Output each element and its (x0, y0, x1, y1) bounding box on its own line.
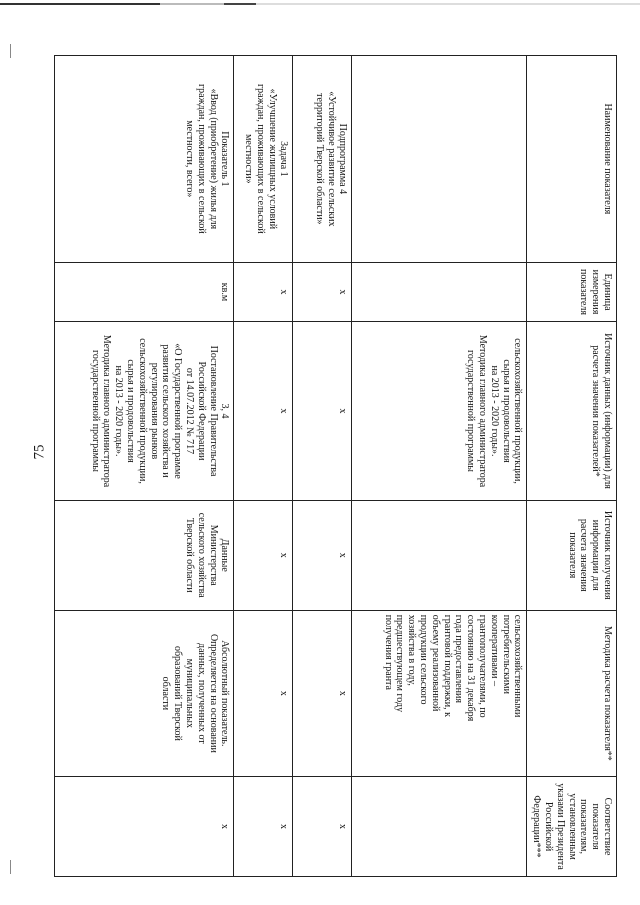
binding-mark (10, 860, 11, 874)
cell-conformity: x (55, 777, 234, 877)
text-line: получения гранта (382, 614, 394, 690)
header-indicator-name: Наименование показателя (527, 56, 617, 263)
text-line: грантовой поддержки, к (441, 614, 453, 717)
text-line: территорий Тверской области» (313, 93, 325, 225)
table-header-row (527, 56, 617, 877)
cell-method: x (293, 610, 352, 776)
text-line: Задача 1 (278, 141, 290, 177)
text-line: сельскохозяйственной продукции, (512, 338, 524, 484)
indicators-table (54, 55, 617, 877)
cell-method (55, 610, 234, 776)
text-line: Методика главного администратора (477, 334, 489, 488)
header-unit: Единица измерения показателя (527, 262, 617, 322)
text-line: грантополучателями, по (477, 614, 489, 718)
text-line: кооперативами – (488, 614, 500, 686)
cell-conformity (352, 777, 527, 877)
table-row-indicator (55, 56, 234, 877)
text-line: продукции сельского (418, 614, 430, 705)
binding-mark (10, 44, 11, 58)
text-line: «О Государственной программе (172, 343, 184, 479)
text-line: муниципальных (184, 658, 196, 728)
text-line: граждан, проживающих в сельской (254, 84, 266, 234)
text-line: государственной программы (465, 349, 477, 473)
text-line: Подпрограмма 4 (337, 123, 349, 195)
text-line: сельскохозяйственной продукции, (136, 338, 148, 484)
cell-unit: кв.м (55, 262, 234, 322)
text-line: Абсолютный показатель. (219, 640, 231, 747)
text-line: сырья и продовольствия (125, 359, 137, 463)
text-line: Данные (219, 538, 231, 572)
header-method: Методика расчета показателя** (527, 610, 617, 776)
table-row-subprogram (293, 56, 352, 877)
cell-name (55, 56, 234, 263)
cell-conformity: x (293, 777, 352, 877)
cell-method (352, 610, 527, 776)
cell-method: x (234, 610, 293, 776)
text-line: на 2013 - 2020 годы». (488, 365, 500, 457)
text-line: граждан, проживающих в сельской (195, 84, 207, 234)
text-line: «Ввод (приобретение) жилья для (207, 88, 219, 230)
cell-info-source (352, 500, 527, 610)
header-data-source: Источник данных (информации) для расчета значения показателей* (527, 322, 617, 501)
cell-conformity: x (234, 777, 293, 877)
text-line: «Улучшение жилищных условий (266, 88, 278, 230)
cell-data-source: x (293, 322, 352, 501)
text-line: государственной программы (89, 349, 101, 473)
text-line: на 2013 - 2020 годы». (113, 365, 125, 457)
text-line: Методика главного администратора (101, 334, 113, 488)
cell-unit: x (293, 262, 352, 322)
cell-name (234, 56, 293, 263)
cell-info-source: x (293, 500, 352, 610)
cell-info-source: x (234, 500, 293, 610)
text-line: от 14.07.2012 № 717 (184, 367, 196, 455)
cell-data-source (55, 322, 234, 501)
text-line: объему реализованной (429, 614, 441, 712)
text-line: области (160, 676, 172, 711)
table-row-continuation (352, 56, 527, 877)
text-line: Российской Федерации (195, 361, 207, 461)
text-line: потребительскими (500, 614, 512, 694)
text-line: предшествующем году (394, 614, 406, 713)
text-line: регулирования рынков (148, 362, 160, 460)
text-line: Министерства (207, 524, 219, 586)
text-line: года предоставления (453, 614, 465, 703)
text-line: сырья и продовольствия (500, 359, 512, 463)
cell-info-source (55, 500, 234, 610)
cell-unit (352, 262, 527, 322)
text-line: хозяйства в году, (406, 614, 418, 686)
text-line: сельского хозяйства (195, 512, 207, 598)
cell-data-source: x (234, 322, 293, 501)
text-line: Тверской области (184, 517, 196, 593)
text-line: Показатель 1 (219, 131, 231, 187)
text-line: Определяется на основании (207, 633, 219, 753)
text-line: сельскохозяйственными (512, 614, 524, 718)
scan-edge-line (0, 3, 640, 5)
table-row-task (234, 56, 293, 877)
text-line: развития сельского хозяйства и (160, 344, 172, 478)
cell-unit: x (234, 262, 293, 322)
cell-data-source (352, 322, 527, 501)
cell-name (293, 56, 352, 263)
cell-name (352, 56, 527, 263)
text-line: образований Тверской (172, 645, 184, 741)
text-line: «Устойчивое развитие сельских (325, 91, 337, 227)
text-line: местности» (243, 134, 255, 184)
header-conformity: Соответствие показателя показателям, установленным указами Президента Российской Федерации*** (527, 777, 617, 877)
text-line: состоянию на 31 декабря (465, 614, 477, 722)
text-line: 3, 4 (219, 403, 231, 419)
rotated-page-content (89, 55, 617, 877)
text-line: Постановление Правительства (207, 345, 219, 477)
text-line: местности, всего» (184, 120, 196, 198)
page-number: 75 (31, 444, 48, 460)
header-info-source: Источник получения информации для расчета значения показателя (527, 500, 617, 610)
text-line: данных, полученных от (195, 642, 207, 744)
